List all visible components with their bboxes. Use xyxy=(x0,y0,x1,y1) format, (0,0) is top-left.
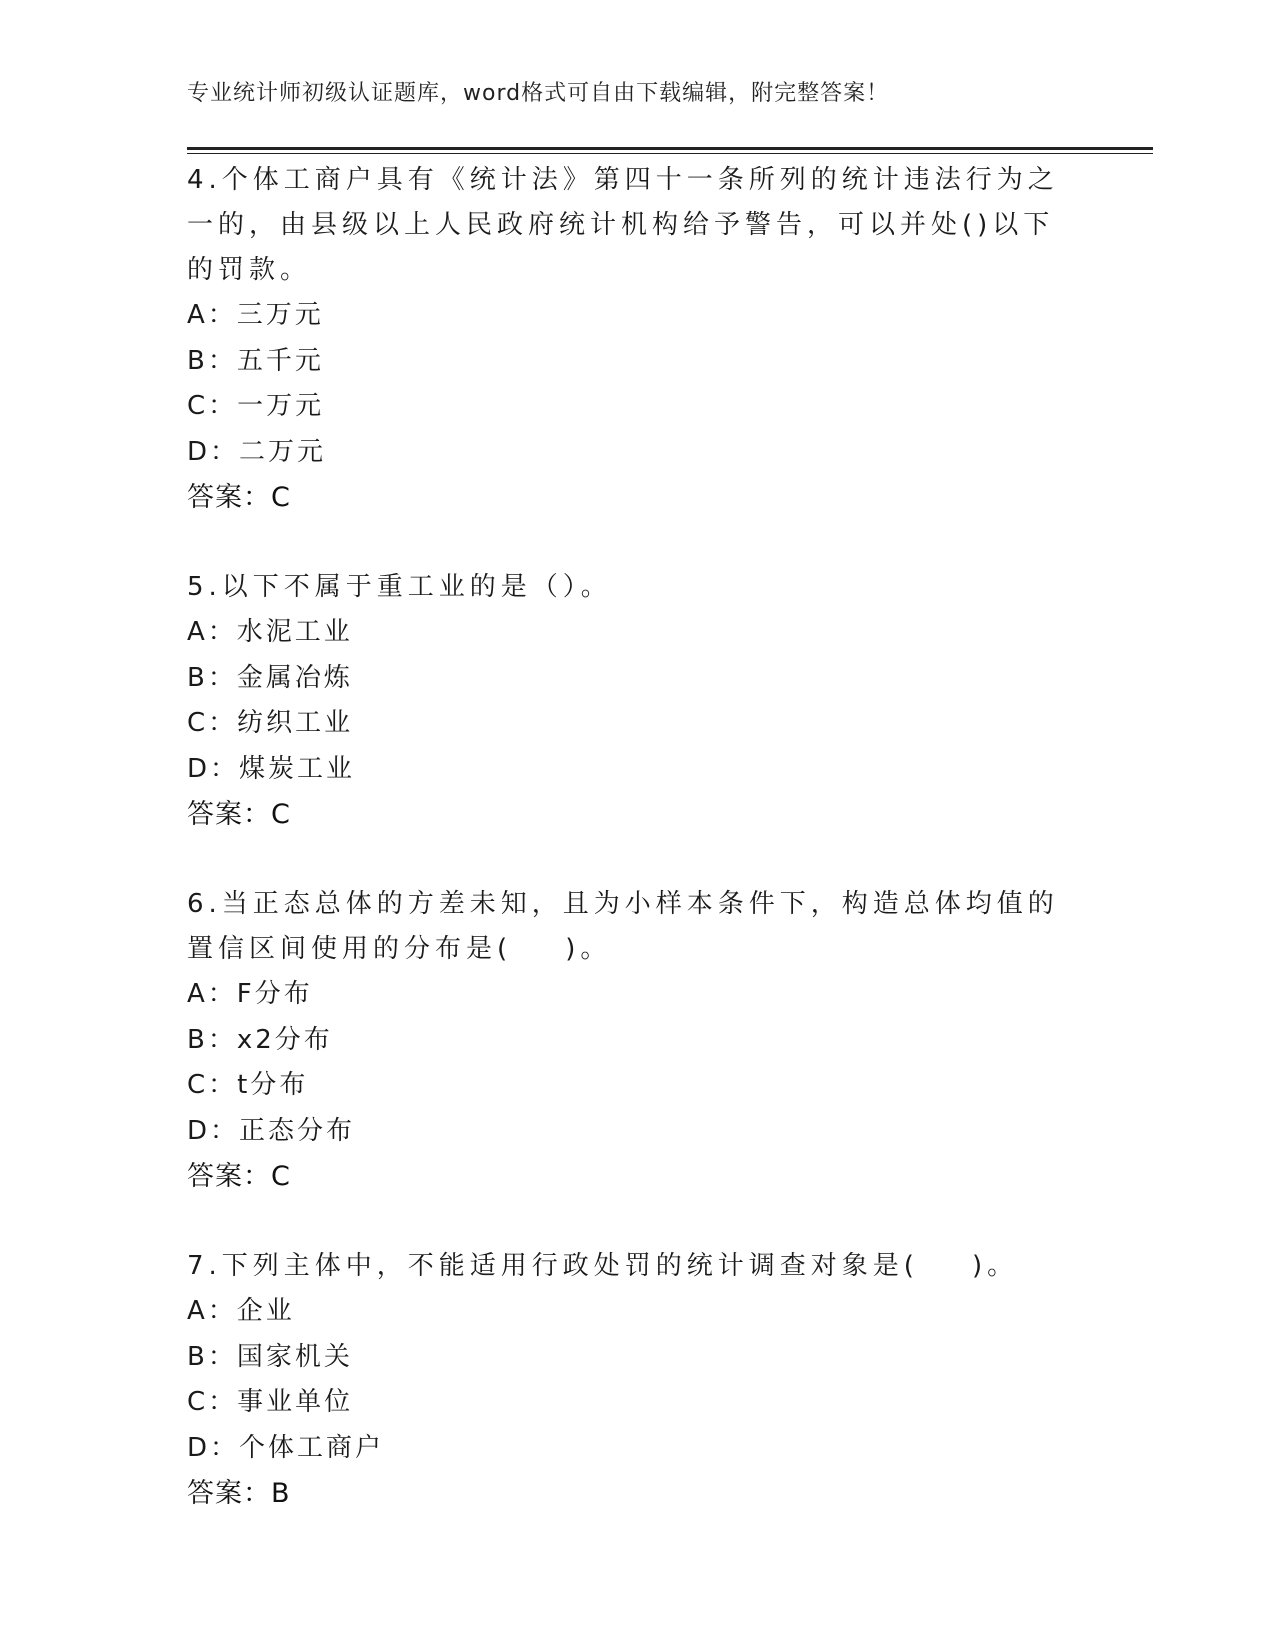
question-item xyxy=(187,565,1067,837)
question-stem: 4.个体工商户具有《统计法》第四十一条所列的统计违法行为之一的，由县级以上人民政府统计机构给予警告，可以并处()以下的罚款。 xyxy=(187,165,1059,285)
answer-line: 答案：C xyxy=(187,1161,291,1192)
answer-line: 答案：C xyxy=(187,799,291,830)
answer-line: 答案：B xyxy=(187,1478,291,1509)
question-stem: 7.下列主体中，不能适用行政处罚的统计调查对象是( )。 xyxy=(187,1251,1019,1281)
header-divider-thin xyxy=(187,153,1153,154)
option-c: C：t分布 xyxy=(187,1070,309,1100)
question-item xyxy=(187,882,1067,1199)
option-d: D：煤炭工业 xyxy=(187,753,356,784)
option-d: D：正态分布 xyxy=(187,1115,356,1146)
option-a: A：企业 xyxy=(187,1296,295,1326)
option-b: B：国家机关 xyxy=(187,1341,353,1372)
option-b: B：五千元 xyxy=(187,345,324,376)
answer-line: 答案：C xyxy=(187,482,291,513)
option-a: A：三万元 xyxy=(187,300,324,330)
option-c: C：一万元 xyxy=(187,391,325,421)
option-c: C：纺织工业 xyxy=(187,708,354,738)
option-a: A：水泥工业 xyxy=(187,617,353,647)
option-b: B：金属冶炼 xyxy=(187,662,353,693)
page-header: 专业统计师初级认证题库，word格式可自由下载编辑，附完整答案！ xyxy=(187,81,890,106)
question-stem: 5.以下不属于重工业的是（）。 xyxy=(187,572,612,602)
question-item xyxy=(187,158,1067,520)
question-list xyxy=(187,158,1067,1561)
option-d: D：二万元 xyxy=(187,436,327,467)
option-a: A：F分布 xyxy=(187,979,313,1009)
option-d: D：个体工商户 xyxy=(187,1432,385,1463)
option-c: C：事业单位 xyxy=(187,1387,354,1417)
question-stem: 6.当正态总体的方差未知，且为小样本条件下，构造总体均值的置信区间使用的分布是( )。 xyxy=(187,889,1059,964)
header-divider-thick xyxy=(187,147,1153,150)
option-b: B：x2分布 xyxy=(187,1024,333,1055)
question-item xyxy=(187,1244,1067,1516)
